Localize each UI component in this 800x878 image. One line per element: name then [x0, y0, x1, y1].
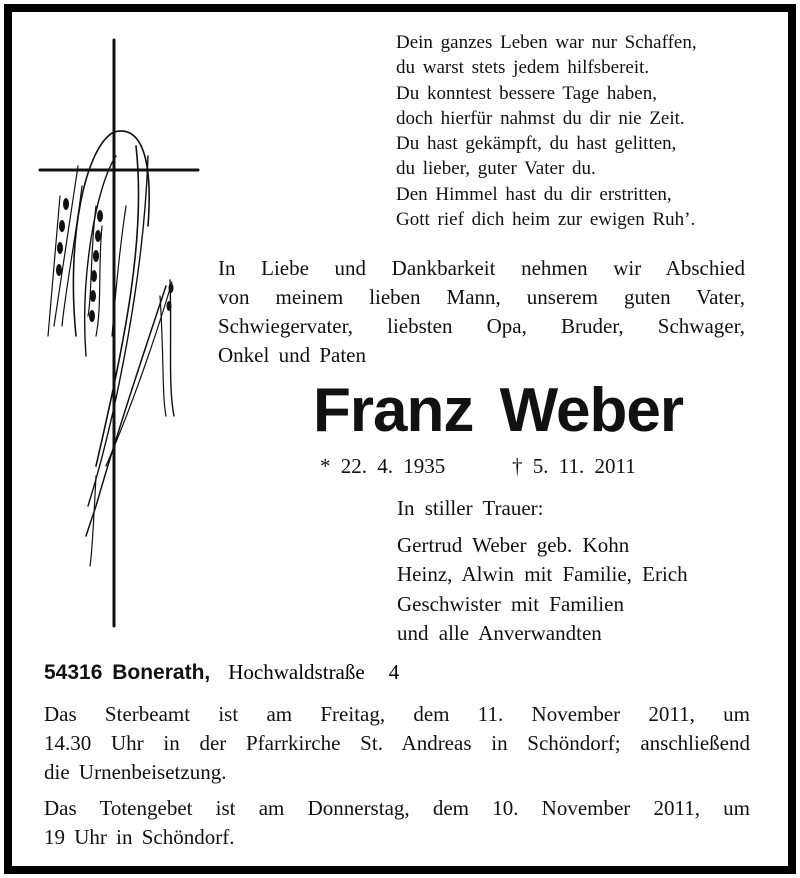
- poem-line: du lieber, guter Vater du.: [396, 158, 596, 180]
- address-house-number: 4: [388, 660, 400, 684]
- notice-line: 19 Uhr in Schöndorf.: [44, 825, 235, 849]
- intro-line: von meinem lieben Mann, unserem guten Vater,: [218, 285, 745, 309]
- farewell-intro: [218, 254, 745, 370]
- intro-line: In Liebe und Dankbarkeit nehmen wir Abschied: [218, 256, 745, 280]
- intro-line: Schwiegervater, liebsten Opa, Bruder, Schwager,: [218, 314, 745, 338]
- death-date: † 5. 11. 2011: [512, 454, 636, 478]
- mourner-line: und alle Anverwandten: [397, 621, 602, 645]
- notice-line: die Urnenbeisetzung.: [44, 760, 227, 784]
- notice-line: Das Totengebet ist am Donnerstag, dem 10. November 2011, um: [44, 796, 750, 820]
- birth-date: * 22. 4. 1935: [320, 454, 446, 478]
- mourner-line: Geschwister mit Familien: [397, 591, 624, 616]
- poem-line: Dein ganzes Leben war nur Schaffen,: [396, 32, 697, 53]
- deceased-name: Franz Weber: [313, 376, 683, 445]
- poem-line: Du konntest bessere Tage haben,: [396, 82, 657, 104]
- address-city: 54316 Bonerath,: [44, 661, 211, 684]
- address: [44, 660, 399, 685]
- mourner-line: Heinz, Alwin mit Familie, Erich: [397, 562, 688, 586]
- requiem-notice: [44, 700, 750, 787]
- intro-line: Onkel und Paten: [218, 343, 366, 367]
- poem-line: Gott rief dich heim zur ewigen Ruh’.: [396, 209, 696, 231]
- poem-line: du warst stets jedem hilfsbereit.: [396, 57, 650, 79]
- poem: [396, 30, 697, 232]
- poem-line: doch hierfür nahmst du dir nie Zeit.: [396, 107, 685, 129]
- prayer-notice: [44, 794, 750, 852]
- address-street: Hochwaldstraße: [228, 660, 365, 684]
- poem-line: Du hast gekämpft, du hast gelitten,: [396, 133, 677, 155]
- poem-line: Den Himmel hast du dir erstritten,: [396, 183, 672, 205]
- notice-line: 14.30 Uhr in der Pfarrkirche St. Andreas in Schöndorf; anschließend: [44, 731, 750, 755]
- notice-line: Das Sterbeamt ist am Freitag, dem 11. November 2011, um: [44, 702, 750, 726]
- mourners-block: [397, 494, 688, 649]
- cross-with-wheat-icon: [36, 36, 206, 636]
- mourners-heading: In stiller Trauer:: [397, 496, 544, 520]
- mourner-line: Gertrud Weber geb. Kohn: [397, 532, 630, 557]
